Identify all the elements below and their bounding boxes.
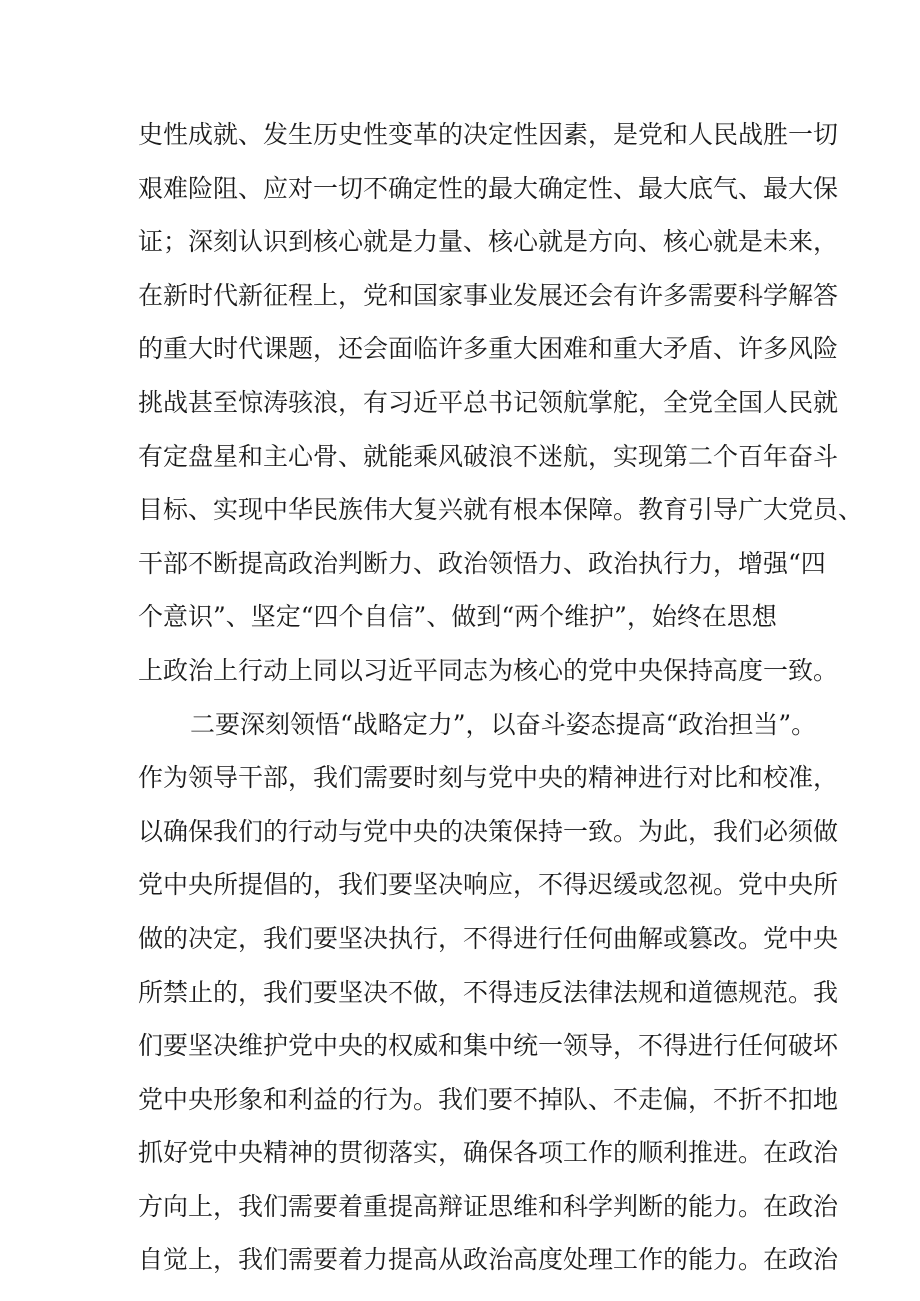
text-line: 自觉上，我们需要着力提高从政治高度处理工作的能力。在政治 <box>138 1245 839 1275</box>
text-line: 在新时代新征程上，党和国家事业发展还会有许多需要科学解答 <box>138 280 839 310</box>
text-line: 艰难险阻、应对一切不确定性的最大确定性、最大底气、最大保 <box>138 173 839 203</box>
text-line: 的重大时代课题，还会面临许多重大困难和重大矛盾、许多风险 <box>138 334 839 364</box>
text-line: 目标、实现中华民族伟大复兴就有根本保障。教育引导广大党员、 <box>138 495 864 525</box>
text-line: 党中央所提倡的，我们要坚决响应，不得迟缓或忽视。党中央所 <box>138 870 839 900</box>
text-line: 党中央形象和利益的行为。我们要不掉队、不走偏，不折不扣地 <box>138 1084 839 1114</box>
text-line: 抓好党中央精神的贯彻落实，确保各项工作的顺利推进。在政治 <box>138 1138 839 1168</box>
text-line: 做的决定，我们要坚决执行，不得进行任何曲解或篡改。党中央 <box>138 923 839 953</box>
body-text <box>138 108 864 1287</box>
text-line: 作为领导干部，我们需要时刻与党中央的精神进行对比和校准， <box>138 763 839 793</box>
text-line: 方向上，我们需要着重提高辩证思维和科学判断的能力。在政治 <box>138 1191 839 1221</box>
text-line: 所禁止的，我们要坚决不做，不得违反法律法规和道德规范。我 <box>138 977 839 1007</box>
text-line: 挑战甚至惊涛骇浪，有习近平总书记领航掌舵，全党全国人民就 <box>138 387 839 417</box>
text-line: 史性成就、发生历史性变革的决定性因素，是党和人民战胜一切 <box>138 120 839 149</box>
text-line: 个意识”、坚定“四个自信”、做到“两个维护”，始终在思想 <box>138 602 777 632</box>
text-line: 有定盘星和主心骨、就能乘风破浪不迷航，实现第二个百年奋斗 <box>138 441 839 471</box>
text-line: 以确保我们的行动与党中央的决策保持一致。为此，我们必须做 <box>138 816 839 846</box>
paragraph-start-line: 二要深刻领悟“战略定力”，以奋斗姿态提高“政治担当”。 <box>190 709 817 739</box>
text-line: 干部不断提高政治判断力、政治领悟力、政治执行力，增强“四 <box>138 548 826 578</box>
text-line: 证；深刻认识到核心就是力量、核心就是方向、核心就是未来， <box>138 227 839 257</box>
text-line: 们要坚决维护党中央的权威和集中统一领导，不得进行任何破坏 <box>138 1031 839 1061</box>
text-line: 上政治上行动上同以习近平同志为核心的党中央保持高度一致。 <box>138 655 839 685</box>
